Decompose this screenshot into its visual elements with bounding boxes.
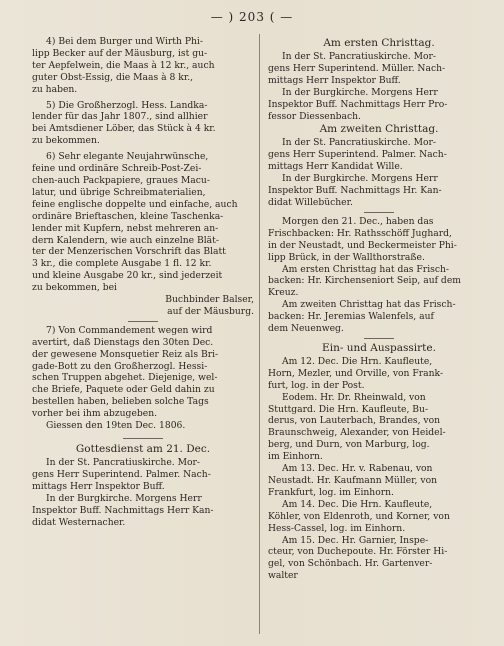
text-line: In der Burgkirche. Morgens Herr (282, 173, 438, 185)
text-line: in der Neustadt, und Beckermeister Phi- (268, 239, 457, 251)
service-heading: Gottesdienst am 21. Dec. (75, 443, 211, 455)
bakers-notice (268, 216, 490, 335)
text-line: lender mit Kupfern, nebst mehreren an- (32, 222, 219, 234)
notice-6-signature (32, 294, 254, 318)
text-line: Inspektor Buff. Nachmittags Herr Pro- (268, 98, 448, 110)
text-line: gens Herr Superintend. Palmer. Nach- (268, 149, 447, 161)
text-line: lipp Becker auf der Mäusburg, ist gu- (32, 47, 208, 59)
divider (364, 212, 394, 213)
text-line: Am 15. Dec. Hr. Garnier, Inspe- (282, 534, 429, 546)
first-christmas-services (268, 51, 490, 122)
text-line: In der St. Pancratiuskirche. Mor- (282, 51, 437, 62)
text-line: gade-Bott zu den Großherzogl. Hessi- (32, 360, 208, 372)
text-line: walter (268, 570, 298, 582)
text-line: Inspektor Buff. Nachmittags Hr. Kan- (268, 185, 442, 197)
text-line: ter der Menzerischen Vorschrift das Blatt (32, 246, 226, 258)
text-line: lipp Brück, in der Wallthorstraße. (268, 251, 425, 263)
second-christmas-services (268, 137, 490, 208)
text-line: feine und ordinäre Schreib-Post-Zei- (32, 163, 202, 175)
text-line: Kreuz. (268, 287, 299, 299)
text-line: berg, und Durn, von Marburg, log. (268, 439, 430, 451)
text-line: 5) Die Großherzogl. Hess. Landka- (46, 99, 208, 111)
notice-6 (32, 151, 254, 294)
second-christmas-heading: Am zweiten Christtag. (319, 123, 439, 136)
arrivals-list (268, 356, 490, 582)
text-line: furt, log. in der Post. (268, 379, 365, 391)
text-line: mittags Herr Inspektor Buff. (268, 74, 401, 86)
text-line: und kleine Ausgabe 20 kr., sind jederzeit (32, 270, 223, 282)
arrivals-heading: Ein- und Auspassirte. (322, 341, 436, 354)
text-line: In der St. Pancratiuskirche. Mor- (46, 457, 201, 468)
text-line: Buchbinder Balser, (165, 294, 254, 306)
text-line: lender für das Jahr 1807., sind allhier (32, 111, 208, 123)
text-line: Morgen den 21. Dec., haben das (282, 215, 434, 227)
text-line: zu haben. (32, 83, 78, 95)
page-number: — ) 203 ( — (210, 10, 294, 24)
divider (364, 338, 394, 339)
service-schedule (32, 457, 254, 528)
text-line: bestellen haben, belieben solche Tags (32, 396, 209, 408)
text-line: Inspektor Buff. Nachmittags Herr Kan- (32, 504, 214, 516)
text-line: zu bekommen. (32, 135, 100, 147)
text-line: Stuttgard. Die Hrn. Kaufleute, Bu- (268, 403, 429, 415)
text-line: 7) Von Commandement wegen wird (46, 324, 213, 336)
text-line: Frischbacken: Hr. Rathsschöff Jughard, (268, 227, 452, 239)
text-line: 6) Sehr elegante Neujahrwünsche, (46, 151, 209, 163)
text-line: auf der Mäusburg. (167, 305, 254, 317)
text-line: zu bekommen, bei (32, 282, 117, 294)
text-line: Am zweiten Christtag hat das Frisch- (282, 299, 456, 311)
text-line: In der Burgkirche. Morgens Herr (46, 492, 202, 504)
first-christmas-heading: Am ersten Christtag. (323, 37, 435, 49)
text-line: backen: Hr. Jeremias Walenfels, auf (268, 311, 434, 323)
divider (128, 321, 158, 322)
text-line: schen Truppen abgehet. Diejenige, wel- (32, 372, 218, 384)
text-line: mittags Herr Inspektor Buff. (32, 480, 165, 492)
text-line: In der Burgkirche. Morgens Herr (282, 86, 438, 98)
text-line: im Einhorn. (268, 451, 323, 463)
text-line: didat Willebücher. (268, 196, 353, 208)
text-line: Am 14. Dec. Die Hrn. Kaufleute, (282, 498, 433, 510)
text-line: gens Herr Superintend. Palmer. Nach- (32, 468, 211, 480)
left-column (32, 36, 254, 528)
text-line: feine englische doppelte und einfache, auch (32, 198, 238, 210)
text-line: backen: Hr. Kirchenseniort Seip, auf dem (268, 275, 461, 287)
text-line: cteur, von Duchepoute. Hr. Förster Hi- (268, 546, 448, 558)
divider (123, 438, 163, 439)
text-line: gel, von Schönbach. Hr. Gartenver- (268, 558, 433, 570)
notice-7 (32, 325, 254, 420)
text-line: Am 12. Dec. Die Hrn. Kaufleute, (282, 355, 433, 367)
text-line: che Briefe, Paquete oder Geld dahin zu (32, 384, 215, 396)
text-line: 3 kr., die complete Ausgabe 1 fl. 12 kr. (32, 258, 212, 270)
column-divider (259, 34, 260, 634)
text-line: dern Kalendern, wie auch einzelne Blät- (32, 234, 219, 246)
text-line: In der St. Pancratiuskirche. Mor- (282, 137, 437, 149)
text-line: avertirt, daß Dienstags den 30ten Dec. (32, 336, 214, 348)
text-line: mittags Herr Kandidat Wille. (268, 161, 403, 173)
right-column (268, 36, 490, 582)
text-line: vorher bei ihm abzugeben. (32, 408, 158, 420)
text-line: chen-auch Packpapiere, graues Macu- (32, 174, 210, 186)
notice-5 (32, 100, 254, 148)
text-line: 4) Bei dem Burger und Wirth Phi- (46, 36, 203, 47)
text-line: didat Westernacher. (32, 516, 126, 528)
notice-7-date: Giessen den 19ten Dec. 1806. (46, 420, 186, 432)
text-line: Horn, Mezler, und Orville, von Frank- (268, 367, 444, 379)
text-line: der gewesene Monsquetier Reiz als Bri- (32, 348, 219, 360)
text-line: Neustadt. Hr. Kaufmann Müller, von (268, 475, 438, 486)
text-line: Braunschweig, Alexander, von Heidel- (268, 427, 446, 439)
text-line: derus, von Lauterbach, Brandes, von (268, 415, 441, 427)
text-line: Hess-Cassel, log. im Einhorn. (268, 522, 406, 534)
text-line: Frankfurt, log. im Einhorn. (268, 486, 394, 498)
text-line: Köhler, von Eldenroth, und Korner, von (268, 510, 450, 522)
text-line: Eodem. Hr. Dr. Rheinwald, von (282, 391, 426, 403)
text-line: fessor Diessenbach. (268, 110, 361, 122)
text-line: guter Obst-Essig, die Maas à 8 kr., (32, 71, 194, 83)
text-line: latur, und übrige Schreibmaterialien, (32, 186, 206, 198)
text-line: bei Amtsdiener Löber, das Stück à 4 kr. (32, 123, 216, 135)
text-line: Am 13. Dec. Hr. v. Rabenau, von (282, 463, 433, 475)
notice-4 (32, 36, 254, 96)
text-line: dem Neuenweg. (268, 323, 344, 335)
text-line: ter Aepfelwein, die Maas à 12 kr., auch (32, 59, 215, 71)
text-line: ordinäre Brieftaschen, kleine Taschenka- (32, 210, 224, 222)
text-line: Am ersten Christtag hat das Frisch- (282, 263, 450, 275)
text-line: gens Herr Superintend. Müller. Nach- (268, 62, 446, 74)
